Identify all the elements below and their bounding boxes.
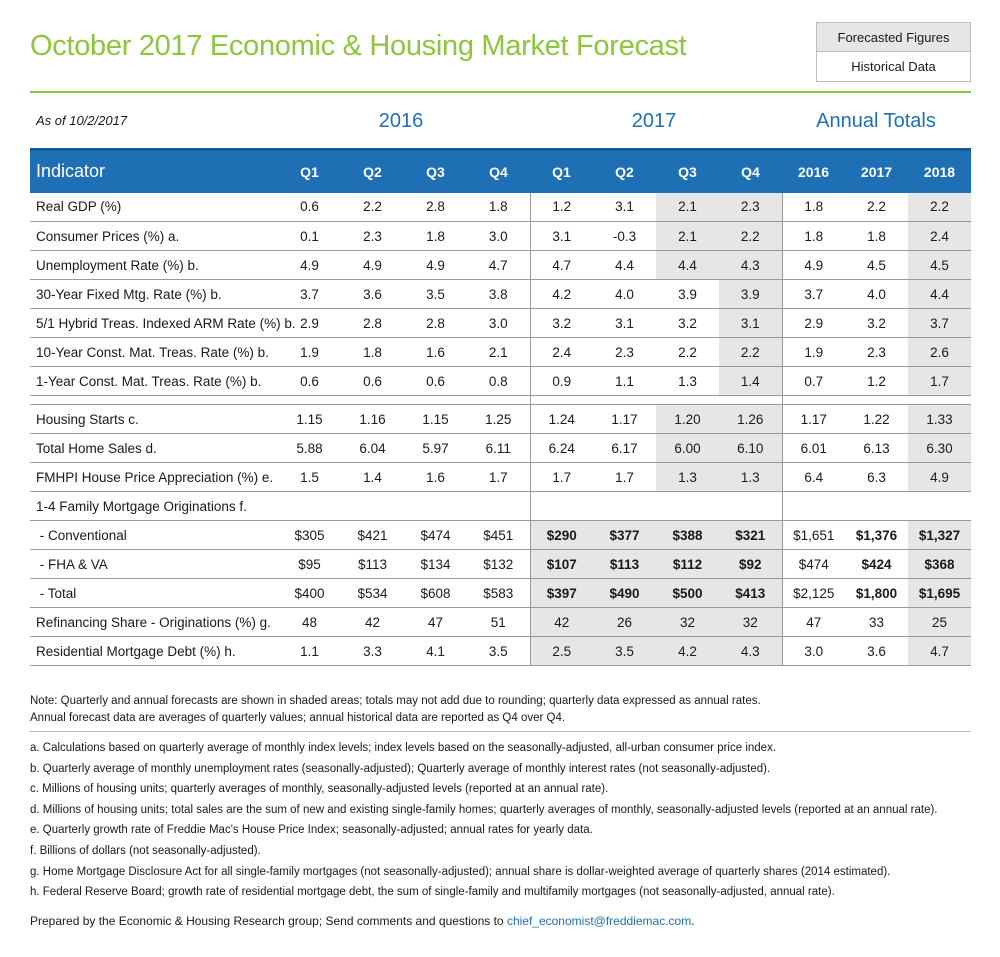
table-cell: $1,376 xyxy=(845,521,908,550)
footnote-d: d. Millions of housing units; total sales are the sum of new and existing single-family homes; quarterly averages of monthly, seasonally-adjusted levels (reported at an annual rate). xyxy=(30,803,938,816)
table-cell: 6.24 xyxy=(530,434,593,463)
table-cell: 3.5 xyxy=(593,637,656,666)
table-cell: $1,651 xyxy=(782,521,845,550)
row-label: Total Home Sales d. xyxy=(30,434,278,463)
table-cell: 3.5 xyxy=(404,280,467,309)
row-label: FMHPI House Price Appreciation (%) e. xyxy=(30,463,278,492)
row-label: Refinancing Share - Originations (%) g. xyxy=(30,608,278,637)
table-cell: 3.7 xyxy=(782,280,845,309)
table-cell: 32 xyxy=(656,608,719,637)
table-cell: 2.2 xyxy=(719,222,782,251)
table-row xyxy=(30,280,971,309)
table-cell: 4.3 xyxy=(719,637,782,666)
table-cell: 2.2 xyxy=(719,338,782,367)
table-cell: 3.9 xyxy=(656,280,719,309)
column-header: Q3 xyxy=(404,150,467,193)
table-header-row xyxy=(30,150,971,193)
table-cell: 1.3 xyxy=(656,463,719,492)
separator-cell xyxy=(593,396,656,405)
shading-legend xyxy=(816,22,971,82)
table-row xyxy=(30,434,971,463)
year-header-2017: 2017 xyxy=(631,110,677,132)
table-cell: 0.1 xyxy=(278,222,341,251)
column-header: Q2 xyxy=(593,150,656,193)
table-cell xyxy=(908,492,971,521)
table-cell: 2.3 xyxy=(845,338,908,367)
table-cell: $95 xyxy=(278,550,341,579)
table-cell: $92 xyxy=(719,550,782,579)
table-row xyxy=(30,405,971,434)
table-cell: 4.4 xyxy=(656,251,719,280)
table-cell: 1.33 xyxy=(908,405,971,434)
row-label: Housing Starts c. xyxy=(30,405,278,434)
column-header: Indicator xyxy=(30,150,278,193)
table-cell: 2.8 xyxy=(341,309,404,338)
separator-cell xyxy=(467,396,530,405)
table-cell: 1.16 xyxy=(341,405,404,434)
table-cell: 4.7 xyxy=(467,251,530,280)
separator-cell xyxy=(530,396,593,405)
row-label: 1-4 Family Mortgage Originations f. xyxy=(30,492,278,521)
table-cell: $1,695 xyxy=(908,579,971,608)
title-divider xyxy=(30,91,971,93)
table-cell: 1.20 xyxy=(656,405,719,434)
table-cell: 0.6 xyxy=(341,367,404,396)
table-cell: 3.3 xyxy=(341,637,404,666)
table-cell: 3.7 xyxy=(278,280,341,309)
table-cell: $474 xyxy=(782,550,845,579)
table-cell: 2.3 xyxy=(341,222,404,251)
table-cell: 4.0 xyxy=(593,280,656,309)
footnote-b: b. Quarterly average of monthly unemployment rates (seasonally-adjusted); Quarterly average of monthly interest rates (not seasonally-adjusted). xyxy=(30,762,771,775)
table-cell: 1.15 xyxy=(278,405,341,434)
separator-cell xyxy=(845,396,908,405)
table-cell: $134 xyxy=(404,550,467,579)
table-cell: 2.1 xyxy=(656,193,719,222)
table-cell: $1,800 xyxy=(845,579,908,608)
table-cell: 1.1 xyxy=(278,637,341,666)
table-cell: 1.5 xyxy=(278,463,341,492)
footnotes xyxy=(30,738,975,903)
prepared-by-line xyxy=(30,914,695,928)
table-cell: 3.1 xyxy=(719,309,782,338)
table-cell xyxy=(656,492,719,521)
table-cell: 4.2 xyxy=(530,280,593,309)
column-header: 2017 xyxy=(845,150,908,193)
table-cell: 1.17 xyxy=(782,405,845,434)
table-cell: 2.5 xyxy=(530,637,593,666)
table-cell: 4.5 xyxy=(908,251,971,280)
table-cell: 3.2 xyxy=(656,309,719,338)
table-cell: 1.4 xyxy=(341,463,404,492)
table-cell: 6.00 xyxy=(656,434,719,463)
table-cell: 3.1 xyxy=(593,193,656,222)
table-cell: $474 xyxy=(404,521,467,550)
table-cell: $400 xyxy=(278,579,341,608)
table-cell: $583 xyxy=(467,579,530,608)
table-row xyxy=(30,579,971,608)
table-cell: 4.7 xyxy=(908,637,971,666)
year-header-annual-totals: Annual Totals xyxy=(816,110,936,132)
table-cell: 1.6 xyxy=(404,463,467,492)
table-cell: $2,125 xyxy=(782,579,845,608)
footnote-divider xyxy=(30,731,971,732)
table-cell: 3.8 xyxy=(467,280,530,309)
prepared-by-period: . xyxy=(691,914,695,928)
column-header: 2018 xyxy=(908,150,971,193)
table-cell: 1.6 xyxy=(404,338,467,367)
column-header: Q2 xyxy=(341,150,404,193)
table-cell: 4.9 xyxy=(908,463,971,492)
table-cell: $388 xyxy=(656,521,719,550)
table-cell: 1.22 xyxy=(845,405,908,434)
footnote-e: e. Quarterly growth rate of Freddie Mac's House Price Index; seasonally-adjusted; annual rates for yearly data. xyxy=(30,824,593,837)
column-header: 2016 xyxy=(782,150,845,193)
table-cell: 4.5 xyxy=(845,251,908,280)
table-cell: 47 xyxy=(404,608,467,637)
table-cell: 1.3 xyxy=(656,367,719,396)
table-cell: 3.9 xyxy=(719,280,782,309)
table-cell: 1.7 xyxy=(908,367,971,396)
table-row xyxy=(30,492,971,521)
table-cell: 5.97 xyxy=(404,434,467,463)
table-cell: 4.9 xyxy=(404,251,467,280)
table-row xyxy=(30,521,971,550)
contact-email-link[interactable]: chief_economist@freddiemac.com xyxy=(506,914,692,928)
separator-cell xyxy=(908,396,971,405)
prepared-by-text: Prepared by the Economic & Housing Research group; Send comments and questions to xyxy=(30,914,507,928)
table-cell: 2.3 xyxy=(719,193,782,222)
table-cell: 2.4 xyxy=(908,222,971,251)
table-row xyxy=(30,338,971,367)
table-cell: $490 xyxy=(593,579,656,608)
table-cell: 3.6 xyxy=(341,280,404,309)
table-cell: $107 xyxy=(530,550,593,579)
table-cell: $112 xyxy=(656,550,719,579)
table-cell: 2.3 xyxy=(593,338,656,367)
table-cell: 6.11 xyxy=(467,434,530,463)
table-row xyxy=(30,193,971,222)
table-cell: 3.7 xyxy=(908,309,971,338)
table-cell: 3.1 xyxy=(593,309,656,338)
table-cell: 42 xyxy=(530,608,593,637)
table-cell xyxy=(593,492,656,521)
table-cell: 3.0 xyxy=(782,637,845,666)
separator-cell xyxy=(341,396,404,405)
table-cell: 4.2 xyxy=(656,637,719,666)
table-cell: 1.7 xyxy=(467,463,530,492)
row-label: Residential Mortgage Debt (%) h. xyxy=(30,637,278,666)
table-cell xyxy=(467,492,530,521)
separator-cell xyxy=(404,396,467,405)
table-cell: 32 xyxy=(719,608,782,637)
table-cell: 4.9 xyxy=(278,251,341,280)
table-cell: $500 xyxy=(656,579,719,608)
table-cell: 3.5 xyxy=(467,637,530,666)
column-header: Q4 xyxy=(719,150,782,193)
page-title: October 2017 Economic & Housing Market Forecast xyxy=(30,30,687,62)
footnote-a: a. Calculations based on quarterly average of monthly index levels; index levels based on the seasonally-adjusted, all-urban consumer price index. xyxy=(30,742,777,754)
year-header-2016: 2016 xyxy=(378,110,424,132)
table-cell: 33 xyxy=(845,608,908,637)
table-cell: 5.88 xyxy=(278,434,341,463)
table-cell: $368 xyxy=(908,550,971,579)
column-header: Q3 xyxy=(656,150,719,193)
table-cell: 4.9 xyxy=(341,251,404,280)
table-cell: 1.2 xyxy=(530,193,593,222)
table-cell: 2.2 xyxy=(656,338,719,367)
separator-cell xyxy=(782,396,845,405)
separator-cell xyxy=(30,396,278,405)
table-cell: $397 xyxy=(530,579,593,608)
table-cell: 1.15 xyxy=(404,405,467,434)
table-cell: 25 xyxy=(908,608,971,637)
table-cell xyxy=(782,492,845,521)
table-cell: 3.6 xyxy=(845,637,908,666)
table-cell: $424 xyxy=(845,550,908,579)
row-label: 30-Year Fixed Mtg. Rate (%) b. xyxy=(30,280,278,309)
row-label: Unemployment Rate (%) b. xyxy=(30,251,278,280)
table-cell: 1.24 xyxy=(530,405,593,434)
table-cell: 1.9 xyxy=(782,338,845,367)
forecast-table xyxy=(30,148,971,666)
row-label: Real GDP (%) xyxy=(30,193,278,222)
table-cell: 2.8 xyxy=(404,193,467,222)
row-label: 1-Year Const. Mat. Treas. Rate (%) b. xyxy=(30,367,278,396)
table-cell xyxy=(719,492,782,521)
separator-cell xyxy=(278,396,341,405)
table-cell: $305 xyxy=(278,521,341,550)
table-cell: 3.1 xyxy=(530,222,593,251)
table-cell: 26 xyxy=(593,608,656,637)
table-cell: 2.6 xyxy=(908,338,971,367)
as-of-date: As of 10/2/2017 xyxy=(36,113,128,128)
table-cell: 4.9 xyxy=(782,251,845,280)
table-cell xyxy=(278,492,341,521)
table-cell: 1.25 xyxy=(467,405,530,434)
table-cell: 1.3 xyxy=(719,463,782,492)
table-cell: 1.8 xyxy=(845,222,908,251)
table-cell: $413 xyxy=(719,579,782,608)
row-label: Consumer Prices (%) a. xyxy=(30,222,278,251)
row-label: - Total xyxy=(30,579,278,608)
footnote-c: c. Millions of housing units; quarterly averages of monthly, seasonally-adjusted levels (reported at an annual rate). xyxy=(30,783,609,796)
column-header: Q1 xyxy=(530,150,593,193)
table-row xyxy=(30,463,971,492)
table-group-separator xyxy=(30,396,971,405)
table-row xyxy=(30,367,971,396)
table-cell: 6.4 xyxy=(782,463,845,492)
table-cell: $608 xyxy=(404,579,467,608)
table-cell: 3.2 xyxy=(845,309,908,338)
column-header: Q1 xyxy=(278,150,341,193)
table-cell: $290 xyxy=(530,521,593,550)
table-cell: 2.9 xyxy=(782,309,845,338)
table-cell xyxy=(341,492,404,521)
table-cell: $321 xyxy=(719,521,782,550)
legend-forecasted-figures: Forecasted Figures xyxy=(817,23,970,52)
table-cell: 1.26 xyxy=(719,405,782,434)
table-cell xyxy=(404,492,467,521)
table-row xyxy=(30,637,971,666)
table-cell: 6.3 xyxy=(845,463,908,492)
table-row xyxy=(30,309,971,338)
table-cell: 1.2 xyxy=(845,367,908,396)
table-cell: -0.3 xyxy=(593,222,656,251)
table-note: Note: Quarterly and annual forecasts are shown in shaded areas; totals may not add due to rounding; quarterly data expressed as annual rates. Annual forecast data are averages of quarterly values; annual historical data are reported as Q4 over Q4. xyxy=(30,695,761,724)
table-cell: $113 xyxy=(341,550,404,579)
footnote-f: f. Billions of dollars (not seasonally-adjusted). xyxy=(30,844,261,857)
table-cell: 3.0 xyxy=(467,309,530,338)
table-cell: 1.9 xyxy=(278,338,341,367)
table-cell: 2.9 xyxy=(278,309,341,338)
table-cell: 2.4 xyxy=(530,338,593,367)
table-cell: 1.17 xyxy=(593,405,656,434)
table-cell: 6.10 xyxy=(719,434,782,463)
table-cell: 3.2 xyxy=(530,309,593,338)
table-cell: $534 xyxy=(341,579,404,608)
table-cell: 0.6 xyxy=(404,367,467,396)
footnote-h: h. Federal Reserve Board; growth rate of residential mortgage debt, the sum of single-family and multifamily mortgages (not seasonally-adjusted, annual rate). xyxy=(30,886,835,899)
table-cell: 1.1 xyxy=(593,367,656,396)
table-cell: 1.8 xyxy=(467,193,530,222)
table-cell xyxy=(845,492,908,521)
table-cell: 2.2 xyxy=(908,193,971,222)
table-cell: 1.8 xyxy=(782,222,845,251)
table-cell: 1.8 xyxy=(782,193,845,222)
table-cell: $132 xyxy=(467,550,530,579)
table-cell: 2.1 xyxy=(656,222,719,251)
separator-cell xyxy=(656,396,719,405)
table-cell: 2.1 xyxy=(467,338,530,367)
table-cell xyxy=(530,492,593,521)
table-cell: $377 xyxy=(593,521,656,550)
table-cell: 6.30 xyxy=(908,434,971,463)
table-cell: 4.4 xyxy=(908,280,971,309)
table-row xyxy=(30,222,971,251)
table-cell: 6.17 xyxy=(593,434,656,463)
table-cell: 6.13 xyxy=(845,434,908,463)
table-row xyxy=(30,608,971,637)
table-cell: 6.01 xyxy=(782,434,845,463)
column-header: Q4 xyxy=(467,150,530,193)
table-cell: 4.3 xyxy=(719,251,782,280)
table-cell: $113 xyxy=(593,550,656,579)
table-row xyxy=(30,550,971,579)
table-cell: 47 xyxy=(782,608,845,637)
row-label: - FHA & VA xyxy=(30,550,278,579)
table-cell: 0.6 xyxy=(278,193,341,222)
table-cell: 2.2 xyxy=(341,193,404,222)
table-cell: $421 xyxy=(341,521,404,550)
table-cell: 42 xyxy=(341,608,404,637)
table-cell: 0.6 xyxy=(278,367,341,396)
table-cell: 6.04 xyxy=(341,434,404,463)
table-cell: 1.8 xyxy=(341,338,404,367)
table-cell: 0.9 xyxy=(530,367,593,396)
footnote-g: g. Home Mortgage Disclosure Act for all single-family mortgages (not seasonally-adjusted); annual share is dollar-weighted average of quarterly shares (2014 estimated). xyxy=(30,865,891,878)
row-label: 10-Year Const. Mat. Treas. Rate (%) b. xyxy=(30,338,278,367)
table-cell: 0.7 xyxy=(782,367,845,396)
table-cell: 1.4 xyxy=(719,367,782,396)
row-label: - Conventional xyxy=(30,521,278,550)
table-cell: 3.0 xyxy=(467,222,530,251)
table-cell: 0.8 xyxy=(467,367,530,396)
table-cell: 1.7 xyxy=(530,463,593,492)
table-cell: $451 xyxy=(467,521,530,550)
table-cell: 4.0 xyxy=(845,280,908,309)
table-cell: 51 xyxy=(467,608,530,637)
table-cell: 4.1 xyxy=(404,637,467,666)
separator-cell xyxy=(719,396,782,405)
row-label: 5/1 Hybrid Treas. Indexed ARM Rate (%) b. xyxy=(30,309,278,338)
table-cell: 48 xyxy=(278,608,341,637)
table-cell: 2.2 xyxy=(845,193,908,222)
table-cell: 1.7 xyxy=(593,463,656,492)
table-cell: 4.4 xyxy=(593,251,656,280)
table-cell: 1.8 xyxy=(404,222,467,251)
table-cell: 4.7 xyxy=(530,251,593,280)
table-row xyxy=(30,251,971,280)
legend-historical-data: Historical Data xyxy=(851,59,936,74)
table-cell: $1,327 xyxy=(908,521,971,550)
table-cell: 2.8 xyxy=(404,309,467,338)
